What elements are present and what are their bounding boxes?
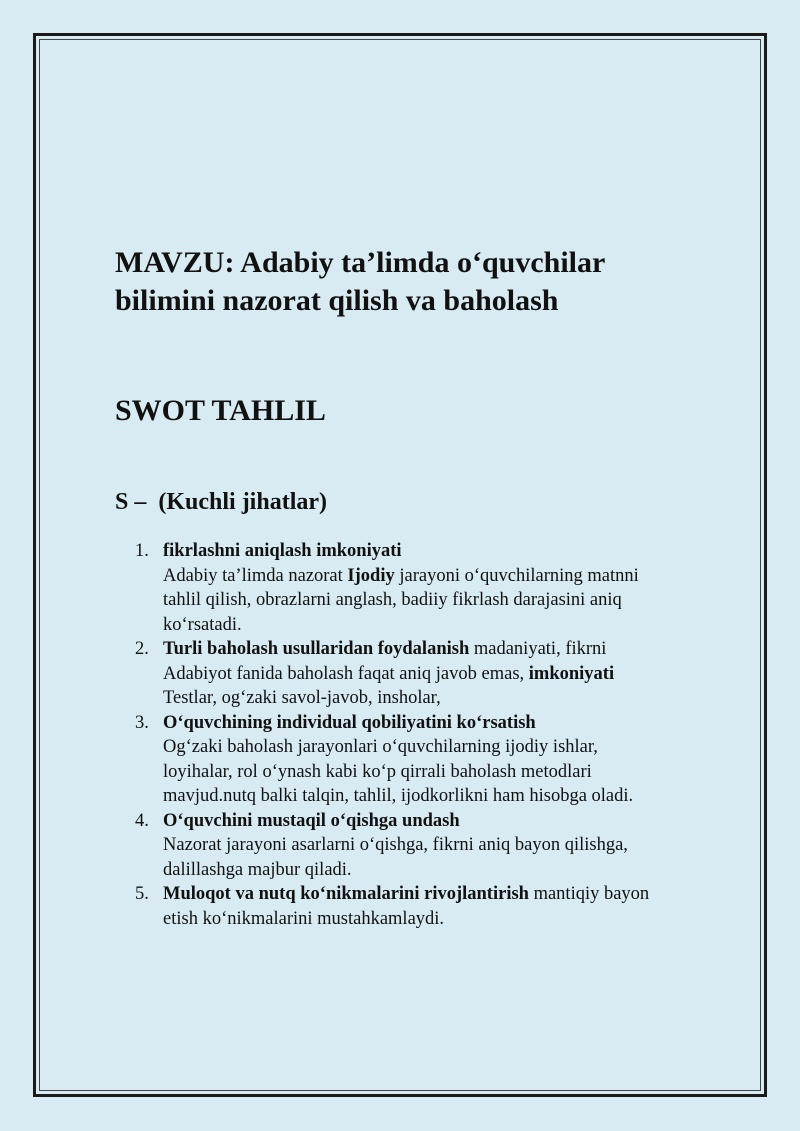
item-text: Testlar, og‘zaki savol-javob, insholar, [163,688,441,708]
item-heading: Turli baholash usullaridan foydalanish [163,639,470,659]
item-text: madaniyati, fikrni [469,639,607,659]
document-title [115,244,715,320]
title-line-1: MAVZU: Adabiy ta’limda o‘quvchilar [115,246,606,279]
item-text: mavjud.nutq balki talqin, tahlil, ijodkorlikni ham hisobga oladi. [163,786,634,806]
list-item [115,539,735,637]
title-line-2: bilimini nazorat qilish va baholash [115,284,559,317]
item-heading: O‘quvchini mustaqil o‘qishga undash [163,810,460,831]
section-heading: S – (Kuchli jihatlar) [115,489,328,515]
item-text: Adabiy ta’limda nazorat [163,565,348,586]
item-text: tahlil qilish, obrazlarni anglash, badiiy fikrlash darajasini aniq [163,590,622,610]
strengths-list [115,539,735,931]
list-item-number: 2. [135,639,149,659]
item-text: ko‘rsatadi. [163,614,242,635]
list-item-number: 3. [135,712,149,733]
list-item-number: 5. [135,884,149,904]
document-subtitle: SWOT TAHLIL [115,394,326,427]
item-heading: Muloqot va nutq ko‘nikmalarini rivojlantirish [163,884,529,904]
item-text: Nazorat jarayoni asarlarni o‘qishga, fikrni aniq bayon qilishga, [163,835,628,855]
item-heading: fikrlashni aniqlash imkoniyati [163,541,402,561]
item-text: mantiqiy bayon [528,884,650,904]
item-emphasis: imkoniyati [528,663,615,684]
item-text: etish ko‘nikmalarini mustahkamlaydi. [163,908,445,929]
item-emphasis: Ijodiy [347,565,395,586]
list-item [115,637,735,711]
list-item [115,809,735,883]
item-text: dalillashga majbur qiladi. [163,859,352,880]
list-item [115,882,735,931]
list-item-number: 1. [135,541,149,561]
list-item-number: 4. [135,810,149,831]
item-text: loyihalar, rol o‘ynash kabi ko‘p qirrali baholash metodlari [163,761,592,782]
item-text: Adabiyot fanida baholash faqat aniq javob emas, [163,663,529,684]
item-text: Og‘zaki baholash jarayonlari o‘quvchilarning ijodiy ishlar, [163,737,598,757]
item-text: jarayoni o‘quvchilarning matnni [394,565,639,586]
list-item [115,711,735,809]
item-heading: O‘quvchining individual qobiliyatini ko‘rsatish [163,712,536,733]
